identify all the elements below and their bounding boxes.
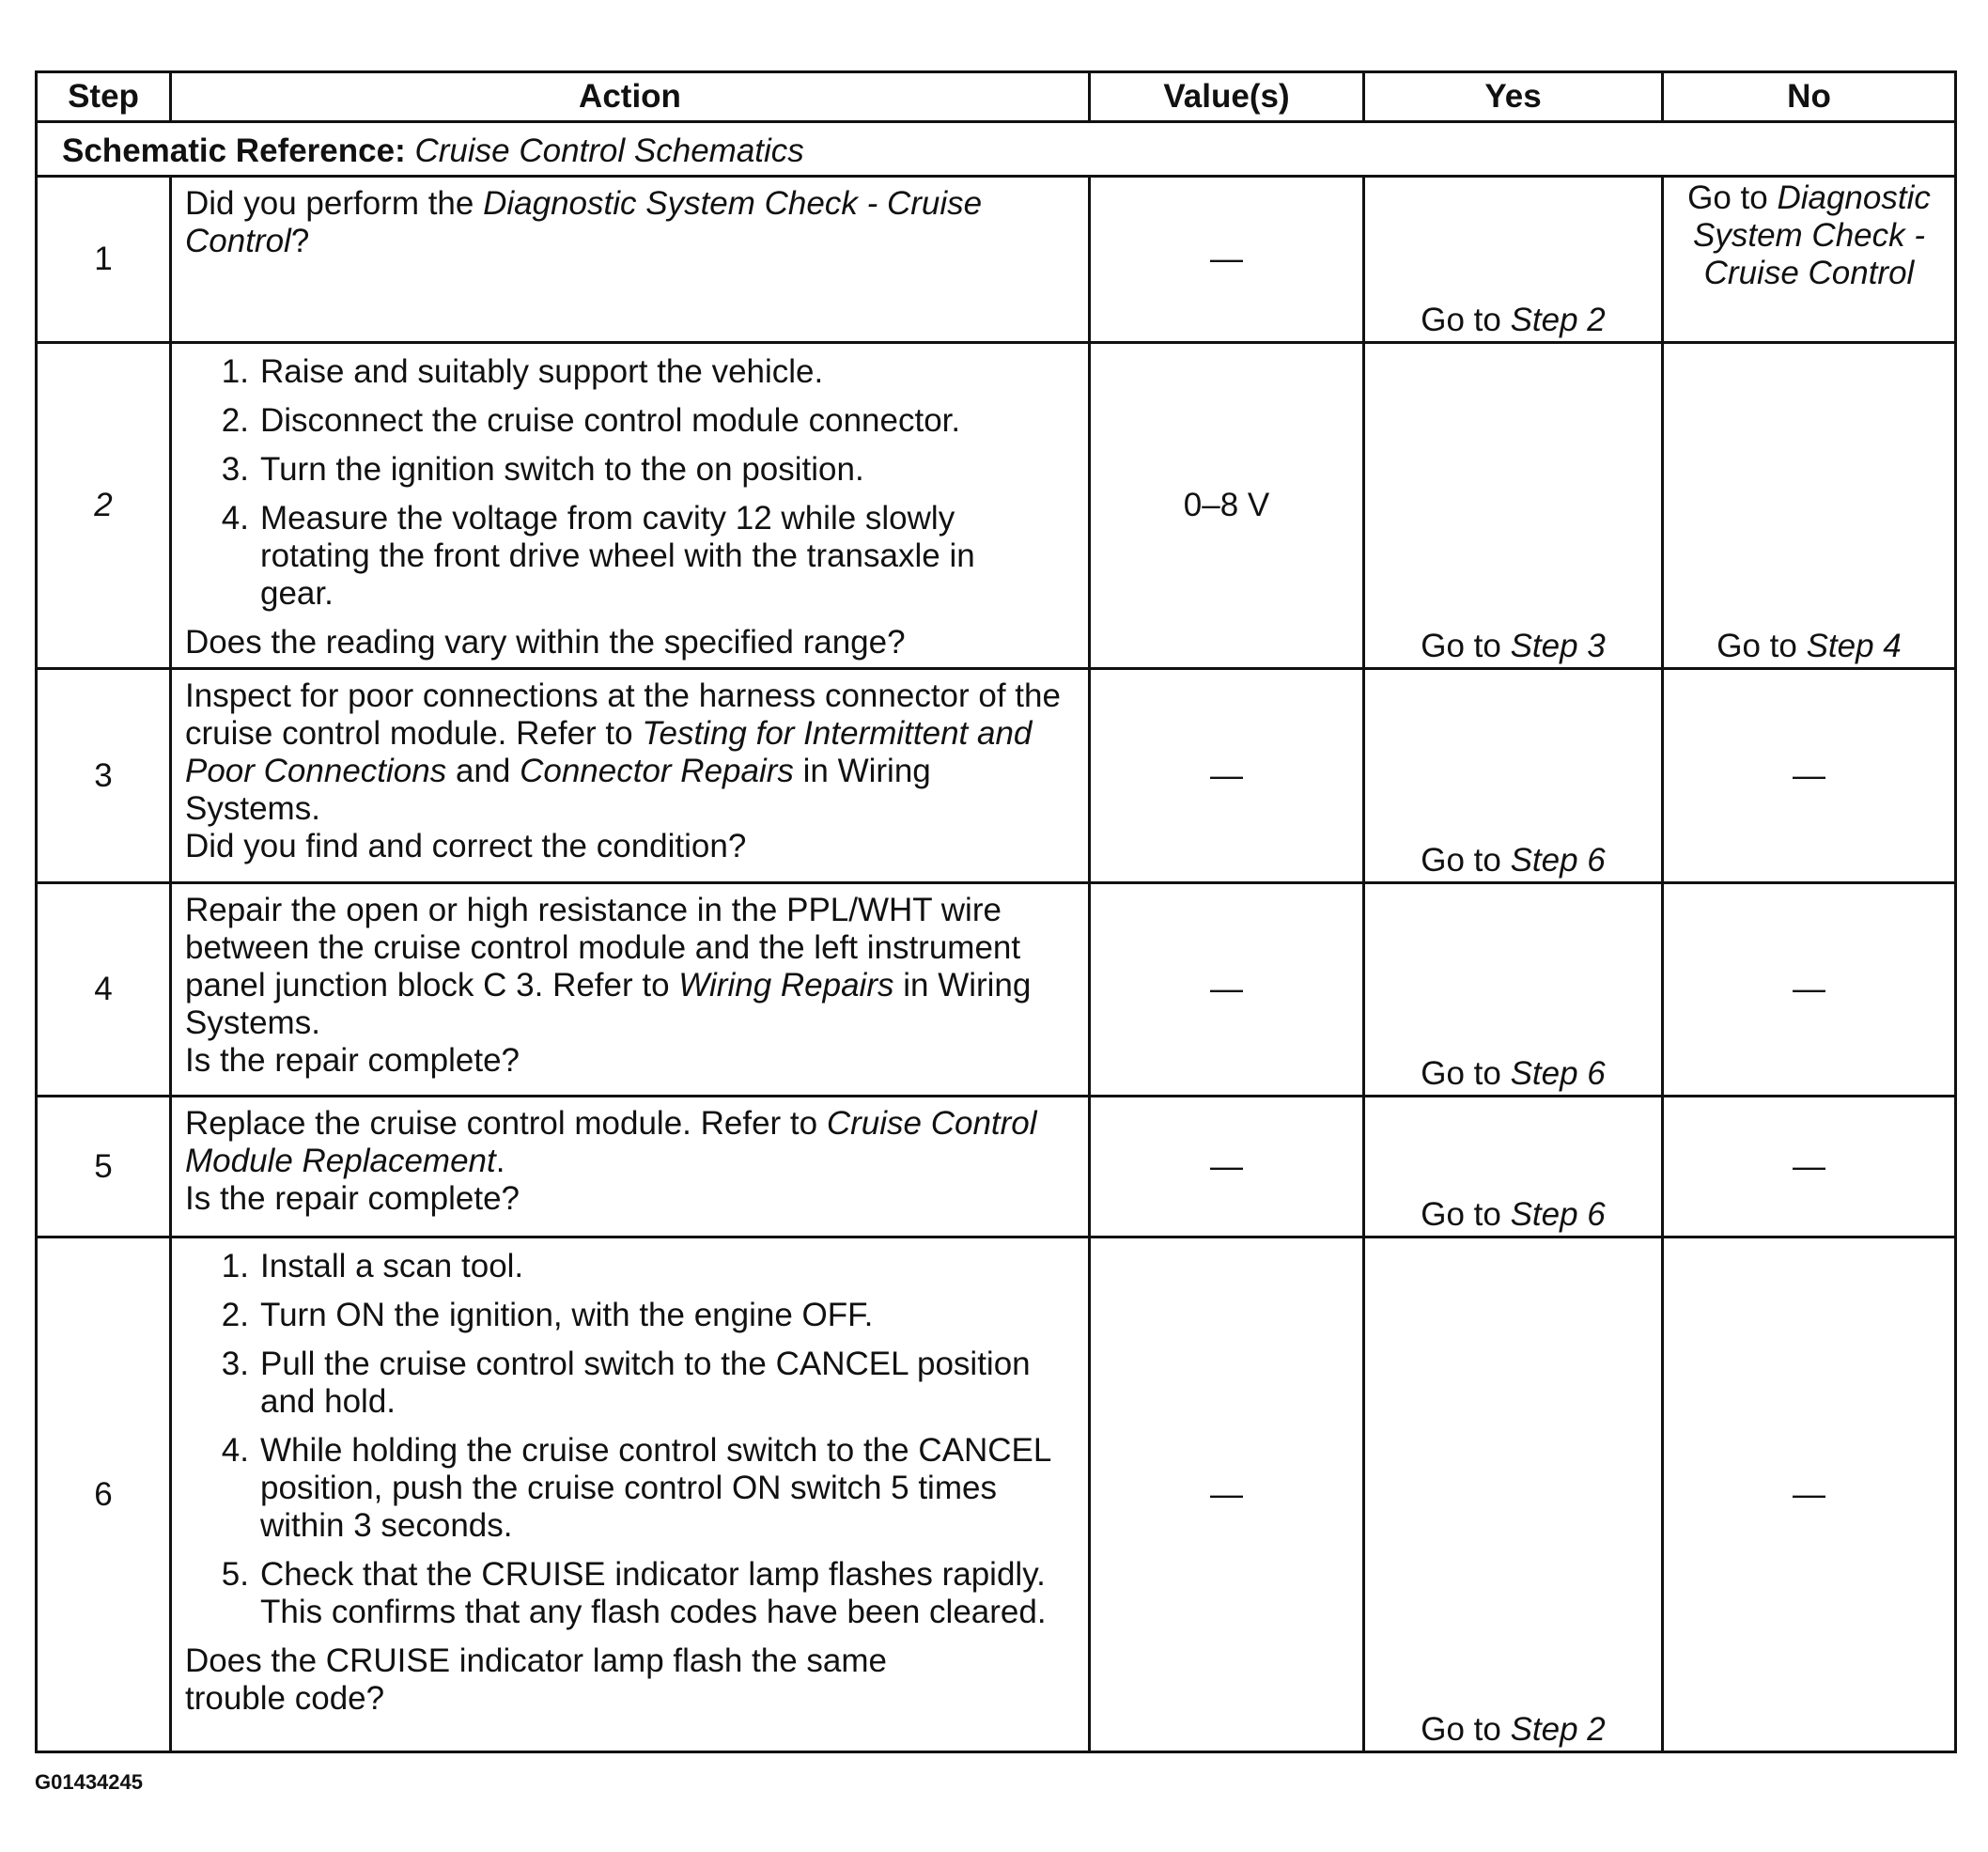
value-cell: — (1090, 1097, 1364, 1237)
procedure-step: 2. Turn ON the ignition, with the engine OFF. (221, 1297, 874, 1333)
figure-id: G01434245 (35, 1770, 143, 1794)
procedure-step: 4. While holding the cruise control switch to the CANCEL position, push the cruise control ON switch 5 times within 3 seconds. (221, 1432, 1051, 1544)
yes-link[interactable]: Go to Step 3 (1421, 628, 1606, 664)
yes-link[interactable]: Go to Step 6 (1421, 1196, 1606, 1233)
action-text: Repair the open or high resistance in the PPL/WHT wire between the cruise control module and the left instrument panel junction block C 3. Refer to Wiring Repairs in Wiring Systems. (185, 892, 1032, 1041)
action-question: Does the reading vary within the specified range? (185, 624, 906, 661)
procedure-step: 3. Pull the cruise control switch to the CANCEL position and hold. (221, 1346, 1031, 1420)
schematic-label: Schematic Reference: (62, 132, 406, 169)
yes-link[interactable]: Go to Step 2 (1421, 302, 1606, 338)
value-cell: — (1090, 1237, 1364, 1752)
no-cell: — (1663, 883, 1956, 1097)
procedure-list (185, 353, 1075, 613)
procedure-list (185, 1248, 1075, 1631)
yes-cell (1364, 177, 1663, 343)
table-row (37, 669, 1956, 883)
yes-cell (1364, 1237, 1663, 1752)
header-no: No (1663, 72, 1956, 122)
procedure-step: 3. Turn the ignition switch to the on position. (221, 451, 864, 488)
header-row (37, 72, 1956, 122)
header-step: Step (37, 72, 171, 122)
yes-cell (1364, 669, 1663, 883)
action-link[interactable]: Cruise Control Module Replacement (185, 1105, 1037, 1179)
table-row (37, 1237, 1956, 1752)
action-cell (171, 343, 1090, 669)
step-number: 4 (37, 883, 171, 1097)
table-row (37, 177, 1956, 343)
schematic-link[interactable]: Cruise Control Schematics (414, 132, 804, 169)
no-cell: — (1663, 669, 1956, 883)
yes-cell (1364, 1097, 1663, 1237)
action-link[interactable]: Connector Repairs (520, 753, 794, 789)
no-link[interactable]: Go to Step 4 (1716, 628, 1902, 664)
header-yes: Yes (1364, 72, 1663, 122)
no-cell (1663, 177, 1956, 343)
no-link[interactable]: Go to Diagnostic System Check - Cruise Control (1687, 179, 1931, 291)
action-cell (171, 1097, 1090, 1237)
step-number: 6 (37, 1237, 171, 1752)
action-cell (171, 669, 1090, 883)
procedure-step: 1. Install a scan tool. (221, 1248, 524, 1284)
action-question: Is the repair complete? (185, 1042, 520, 1079)
action-text: Inspect for poor connections at the harness connector of the cruise control module. Refer to Testing for Intermittent and Poor Connections and Connector Repairs in Wiring Systems. (185, 677, 1061, 827)
value-cell: 0–8 V (1090, 343, 1364, 669)
procedure-step: 1. Raise and suitably support the vehicle. (221, 353, 824, 390)
value-cell: — (1090, 883, 1364, 1097)
procedure-step: 2. Disconnect the cruise control module connector. (221, 402, 961, 439)
no-cell: — (1663, 1237, 1956, 1752)
action-link[interactable]: Wiring Repairs (678, 967, 894, 1004)
step-number: 3 (37, 669, 171, 883)
action-question: Is the repair complete? (185, 1180, 520, 1217)
action-link[interactable]: Testing for Intermittent and Poor Connections (185, 715, 1033, 789)
no-cell (1663, 343, 1956, 669)
table-row (37, 883, 1956, 1097)
action-text: Replace the cruise control module. Refer to Cruise Control Module Replacement. (185, 1105, 1037, 1179)
action-link[interactable]: Diagnostic System Check - Cruise Control (185, 185, 983, 259)
action-question: Did you find and correct the condition? (185, 828, 747, 864)
action-cell (171, 883, 1090, 1097)
yes-link[interactable]: Go to Step 6 (1421, 842, 1606, 879)
schematic-row (37, 122, 1956, 177)
step-number: 1 (37, 177, 171, 343)
no-cell: — (1663, 1097, 1956, 1237)
action-text: Did you perform the Diagnostic System Check - Cruise Control? (185, 185, 983, 259)
value-cell: — (1090, 177, 1364, 343)
procedure-step: 5. Check that the CRUISE indicator lamp flashes rapidly. This confirms that any flash codes have been cleared. (221, 1556, 1047, 1630)
action-cell (171, 1237, 1090, 1752)
value-cell: — (1090, 669, 1364, 883)
yes-link[interactable]: Go to Step 2 (1421, 1711, 1606, 1748)
schematic-reference (37, 122, 1956, 177)
step-number: 2 (37, 343, 171, 669)
step-number: 5 (37, 1097, 171, 1237)
header-values: Value(s) (1090, 72, 1364, 122)
diagnostic-table (35, 70, 1957, 1753)
yes-cell (1364, 883, 1663, 1097)
table-row (37, 343, 1956, 669)
procedure-step: 4. Measure the voltage from cavity 12 while slowly rotating the front drive wheel with the transaxle in gear. (221, 500, 975, 612)
header-action: Action (171, 72, 1090, 122)
table-row (37, 1097, 1956, 1237)
yes-link[interactable]: Go to Step 6 (1421, 1055, 1606, 1092)
action-question: Does the CRUISE indicator lamp flash the same trouble code? (185, 1642, 887, 1717)
yes-cell (1364, 343, 1663, 669)
action-cell (171, 177, 1090, 343)
